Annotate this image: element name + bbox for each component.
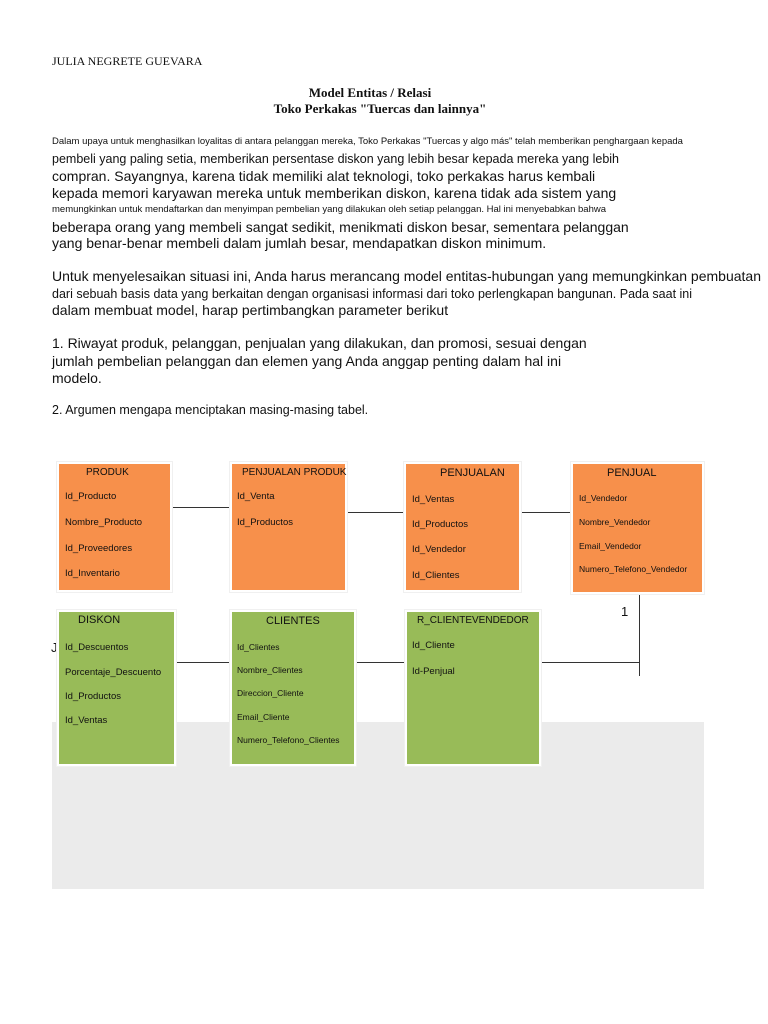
entity-attribute: Id_Clientes bbox=[412, 570, 460, 581]
entity-attribute: Nombre_Producto bbox=[65, 517, 143, 528]
entity-attribute: Id_Producto bbox=[65, 491, 117, 502]
entity-attribute: Id_Proveedores bbox=[65, 543, 133, 554]
paragraph-line: Untuk menyelesaikan situasi ini, Anda harus merancang model entitas-hubungan yang memungkinkan pembuatan bbox=[52, 268, 761, 284]
entity-attribute: Nombre_Clientes bbox=[237, 665, 303, 675]
entity-r-clientevendedor bbox=[405, 610, 541, 766]
entity-attribute: Id_Vendedor bbox=[579, 493, 628, 503]
entity-title: PRODUK bbox=[86, 467, 129, 478]
cardinality-label: 1 bbox=[621, 604, 629, 619]
relation-line bbox=[541, 662, 640, 663]
relation-line bbox=[639, 594, 640, 676]
paragraph-line: memungkinkan untuk mendaftarkan dan menyimpan pembelian yang dilakukan oleh setiap pelanggan. Hal ini menyebabkan bahwa bbox=[52, 204, 606, 215]
entity-attribute: Email_Vendedor bbox=[579, 541, 642, 551]
page-title: Model Entitas / Relasi bbox=[308, 85, 432, 100]
paragraph-line: dari sebuah basis data yang berkaitan dengan organisasi informasi dari toko perlengkapan bangunan. Pada saat ini bbox=[52, 287, 693, 301]
entity-attribute: Id_Ventas bbox=[412, 494, 455, 505]
paragraph-line: compran. Sayangnya, karena tidak memiliki alat teknologi, toko perkakas harus kembali bbox=[52, 168, 596, 184]
entity-attribute: Nombre_Vendedor bbox=[579, 517, 651, 527]
entity-title: DISKON bbox=[78, 614, 121, 626]
entity-attribute: Id_Productos bbox=[237, 517, 293, 528]
entity-attribute: Id_Clientes bbox=[237, 642, 280, 652]
entity-title: R_CLIENTEVENDEDOR bbox=[417, 615, 529, 626]
entity-penjual bbox=[571, 462, 704, 594]
list-item: jumlah pembelian pelanggan dan elemen yang Anda anggap penting dalam hal ini bbox=[52, 353, 562, 369]
relation-line bbox=[172, 507, 230, 508]
entity-attribute: Id_Ventas bbox=[65, 715, 108, 726]
entity-diskon bbox=[57, 610, 176, 766]
list-item: 2. Argumen mengapa menciptakan masing-masing tabel. bbox=[52, 403, 369, 417]
paragraph-line: pembeli yang paling setia, memberikan persentase diskon yang lebih besar kepada mereka yang lebih bbox=[52, 152, 620, 166]
entity-clientes bbox=[230, 610, 356, 766]
paragraph-line: kepada memori karyawan mereka untuk memberikan diskon, karena tidak ada sistem yang bbox=[52, 185, 617, 201]
paragraph-line: beberapa orang yang membeli sangat sedikit, menikmati diskon besar, sementara pelanggan bbox=[52, 219, 629, 235]
entity-attribute: Id_Productos bbox=[65, 691, 121, 702]
entity-title: CLIENTES bbox=[266, 615, 320, 627]
entity-title: PENJUALAN bbox=[440, 467, 505, 479]
list-item: modelo. bbox=[52, 370, 102, 386]
entity-penjualan-produk bbox=[230, 462, 347, 592]
list-item: 1. Riwayat produk, pelanggan, penjualan yang dilakukan, dan promosi, sesuai dengan bbox=[52, 335, 587, 351]
relation-line bbox=[521, 512, 571, 513]
entity-penjualan bbox=[404, 462, 521, 592]
entity-attribute: Id-Penjual bbox=[412, 666, 455, 677]
entity-attribute: Direccion_Cliente bbox=[237, 688, 304, 698]
entity-title: PENJUALAN PRODUK bbox=[242, 467, 347, 478]
entity-attribute: Numero_Telefono_Clientes bbox=[237, 735, 340, 745]
entity-attribute: Id_Inventario bbox=[65, 568, 120, 579]
entity-attribute: Id_Productos bbox=[412, 519, 468, 530]
paragraph-line: yang benar-benar membeli dalam jumlah besar, mendapatkan diskon minimum. bbox=[52, 235, 547, 251]
entity-attribute: Id_Cliente bbox=[412, 640, 455, 651]
paragraph-line: Dalam upaya untuk menghasilkan loyalitas di antara pelanggan mereka, Toko Perkakas "Tuercas y algo más" telah memberikan penghargaan kepada bbox=[52, 136, 683, 147]
page-subtitle: Toko Perkakas "Tuercas dan lainnya" bbox=[273, 101, 487, 116]
entity-attribute: Numero_Telefono_Vendedor bbox=[579, 564, 688, 574]
paragraph-line: dalam membuat model, harap pertimbangkan parameter berikut bbox=[52, 302, 449, 318]
entity-produk bbox=[57, 462, 172, 592]
relation-line bbox=[176, 662, 230, 663]
relation-line bbox=[356, 662, 405, 663]
entity-attribute: Email_Cliente bbox=[237, 712, 290, 722]
entity-attribute: Id_Vendedor bbox=[412, 544, 466, 555]
stray-letter: J bbox=[51, 640, 58, 655]
author-name: JULIA NEGRETE GUEVARA bbox=[52, 54, 203, 68]
entity-attribute: Id_Descuentos bbox=[65, 642, 129, 653]
entity-attribute: Id_Venta bbox=[237, 491, 275, 502]
entity-title: PENJUAL bbox=[607, 467, 657, 479]
relation-line bbox=[347, 512, 404, 513]
entity-attribute: Porcentaje_Descuento bbox=[65, 667, 162, 678]
